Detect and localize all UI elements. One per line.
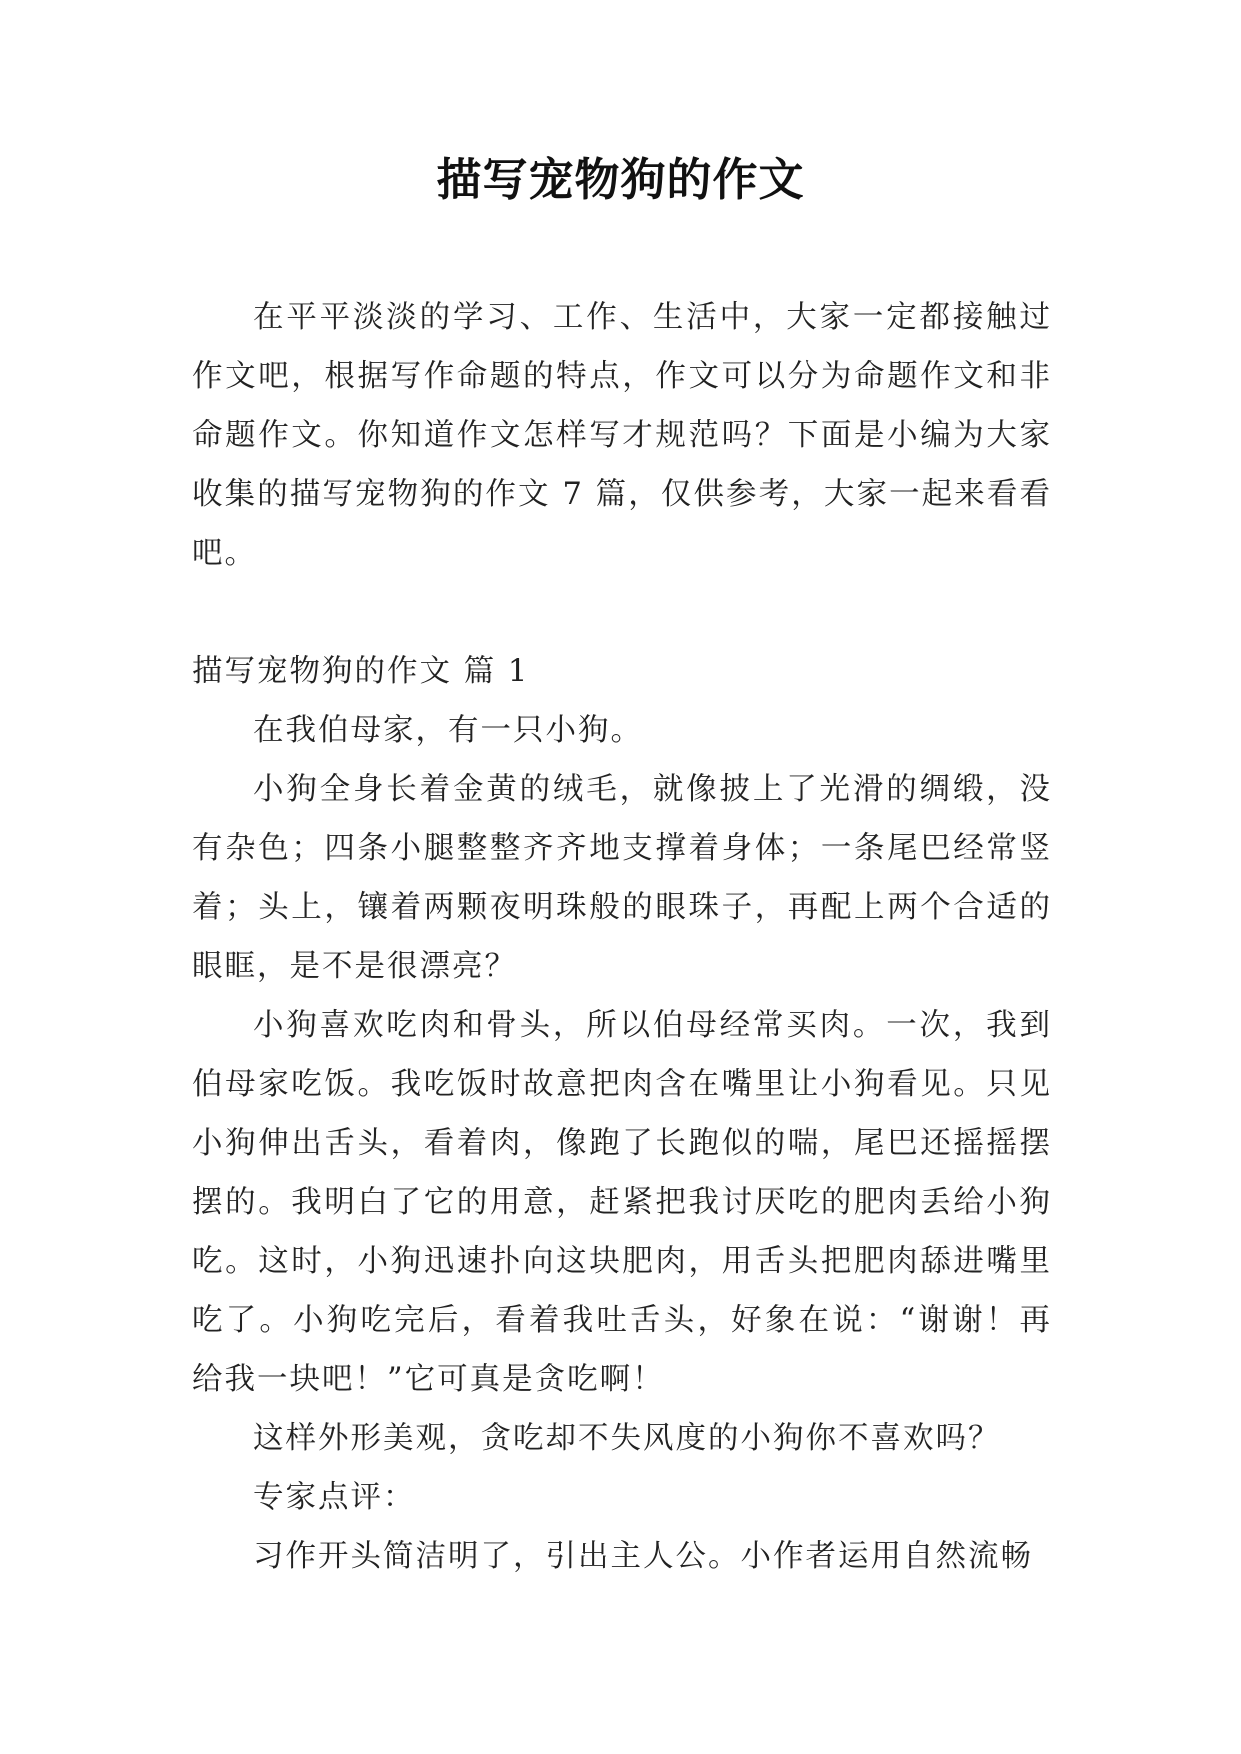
body-paragraph: 习作开头简洁明了，引出主人公。小作者运用自然流畅	[253, 1539, 1033, 1574]
document-body	[192, 288, 1052, 1586]
body-paragraph: 这样外形美观，贪吃却不失风度的小狗你不喜欢吗？	[253, 1421, 1001, 1456]
intro-paragraph: 在平平淡淡的学习、工作、生活中，大家一定都接触过作文吧，根据写作命题的特点，作文可以分为命题作文和非命题作文。你知道作文怎样写才规范吗？下面是小编为大家收集的描写宠物狗的作文 7 篇，仅供参考，大家一起来看看吧。	[192, 300, 1052, 571]
body-paragraph: 专家点评：	[253, 1480, 416, 1515]
document-title: 描写宠物狗的作文	[436, 153, 805, 206]
body-paragraph: 在我伯母家，有一只小狗。	[253, 713, 643, 748]
section-heading: 描写宠物狗的作文 篇 1	[192, 654, 530, 689]
body-paragraph: 小狗全身长着金黄的绒毛，就像披上了光滑的绸缎，没有杂色；四条小腿整整齐齐地支撑着身体；一条尾巴经常竖着；头上，镶着两颗夜明珠般的眼珠子，再配上两个合适的眼眶，是不是很漂亮？	[192, 772, 1052, 984]
body-paragraph: 小狗喜欢吃肉和骨头，所以伯母经常买肉。一次，我到伯母家吃饭。我吃饭时故意把肉含在嘴里让小狗看见。只见小狗伸出舌头，看着肉，像跑了长跑似的喘，尾巴还摇摇摆摆的。我明白了它的用意，赶紧把我讨厌吃的肥肉丢给小狗吃。这时，小狗迅速扑向这块肥肉，用舌头把肥肉舔进嘴里吃了。小狗吃完后，看着我吐舌头，好象在说：“谢谢！再给我一块吧！”它可真是贪吃啊！	[192, 1008, 1052, 1397]
section-gap	[192, 583, 1052, 642]
